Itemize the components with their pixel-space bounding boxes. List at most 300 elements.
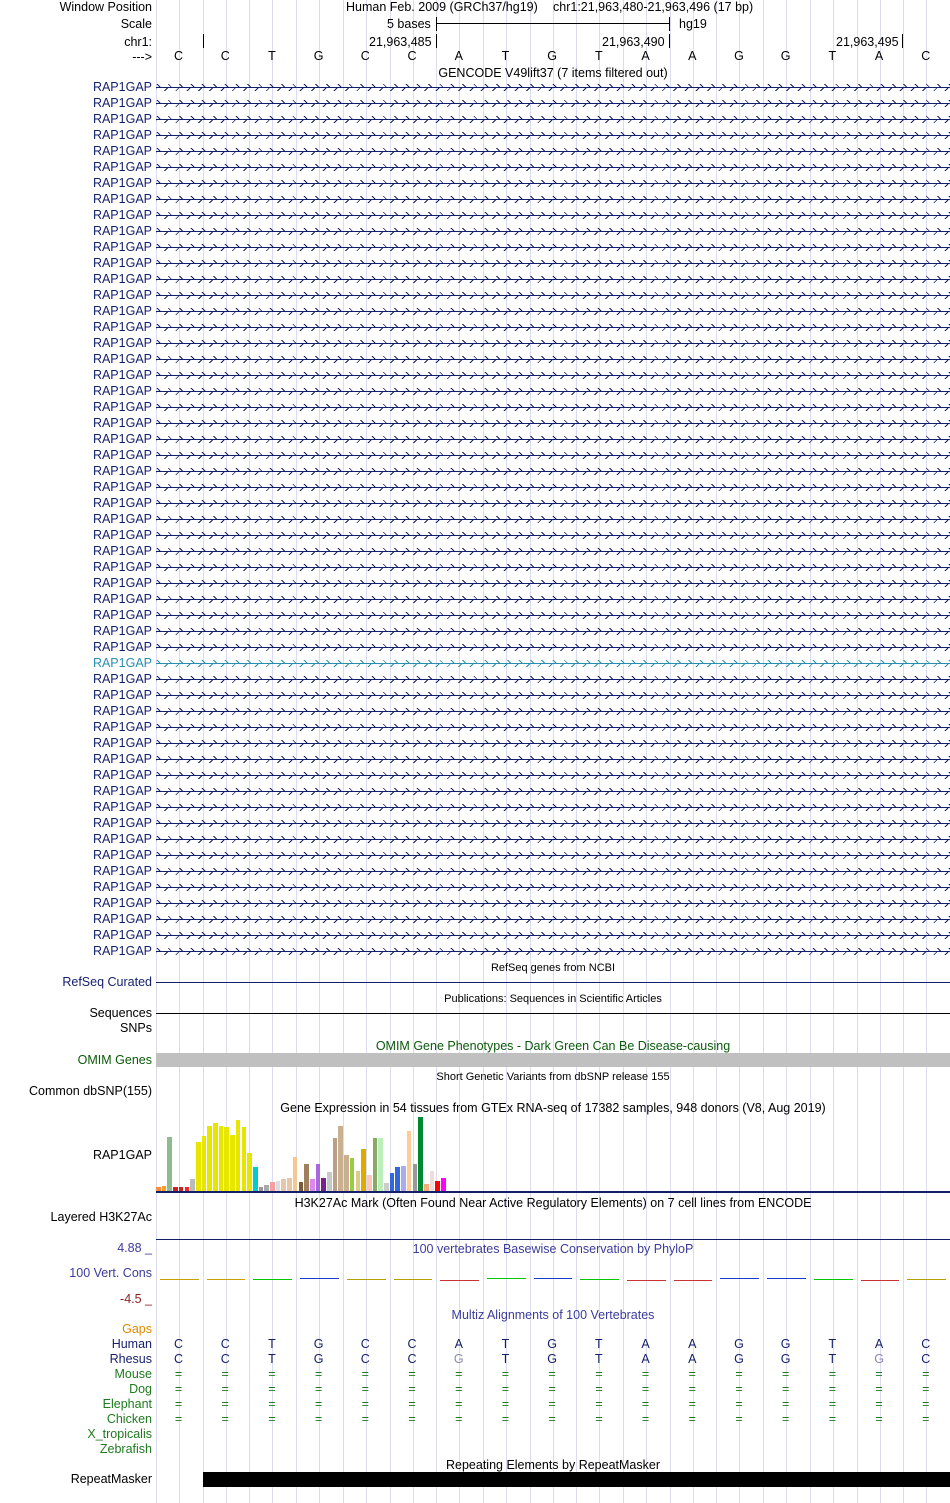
gencode-gene-label[interactable]: RAP1GAP <box>92 512 152 526</box>
gencode-gene-label[interactable]: RAP1GAP <box>92 768 152 782</box>
gencode-transcript-line[interactable] <box>156 820 950 827</box>
multiz-base: = <box>782 1412 790 1426</box>
gtex-tissue-bar[interactable] <box>407 1131 412 1191</box>
gencode-transcript-line[interactable] <box>156 372 950 379</box>
gencode-gene-label[interactable]: RAP1GAP <box>92 224 152 238</box>
gtex-tissue-bar[interactable] <box>395 1167 400 1191</box>
gencode-gene-label[interactable]: RAP1GAP <box>92 160 152 174</box>
cons-score-mark[interactable] <box>253 1279 292 1280</box>
gtex-tissue-bar[interactable] <box>207 1126 212 1191</box>
gtex-tissue-bar[interactable] <box>224 1127 229 1191</box>
multiz-base: = <box>595 1397 603 1411</box>
multiz-base: = <box>268 1382 276 1396</box>
gencode-gene-label[interactable]: RAP1GAP <box>92 912 152 926</box>
omim-feature[interactable] <box>156 1053 950 1067</box>
multiz-base: A <box>688 1337 697 1351</box>
multiz-base: = <box>408 1367 416 1381</box>
gtex-tissue-bar[interactable] <box>202 1136 207 1191</box>
multiz-gaps-label[interactable]: Gaps <box>122 1322 152 1336</box>
gtex-gene-label[interactable]: RAP1GAP <box>92 1148 152 1162</box>
base-letter: T <box>828 49 837 63</box>
gtex-tissue-bar[interactable] <box>344 1155 349 1191</box>
gencode-gene-label[interactable]: RAP1GAP <box>92 464 152 478</box>
multiz-base: = <box>641 1412 650 1426</box>
gencode-gene-label[interactable]: RAP1GAP <box>92 448 152 462</box>
h3k27ac-track-label[interactable]: Layered H3K27Ac <box>50 1210 152 1224</box>
multiz-base: C <box>921 1352 931 1366</box>
gencode-transcript-line[interactable] <box>156 628 950 635</box>
cons-score-mark[interactable] <box>300 1278 339 1280</box>
gtex-tissue-bar[interactable] <box>333 1138 338 1191</box>
gtex-tissue-bar[interactable] <box>293 1157 298 1191</box>
publications-track-title[interactable]: Publications: Sequences in Scientific Articles <box>444 993 662 1005</box>
multiz-base: = <box>501 1367 510 1381</box>
gencode-gene-label[interactable]: RAP1GAP <box>92 192 152 206</box>
gencode-gene-label[interactable]: RAP1GAP <box>92 528 152 542</box>
multiz-base: T <box>501 1352 510 1366</box>
gencode-gene-label[interactable]: RAP1GAP <box>92 560 152 574</box>
gencode-gene-label[interactable]: RAP1GAP <box>92 80 152 94</box>
gencode-transcript-line[interactable] <box>156 580 950 587</box>
gencode-transcript-line[interactable] <box>156 740 950 747</box>
base-letter: A <box>454 49 463 63</box>
gtex-bar-graph[interactable] <box>156 1116 950 1192</box>
multiz-base: = <box>455 1412 463 1426</box>
multiz-base: = <box>501 1412 510 1426</box>
multiz-base: = <box>782 1397 790 1411</box>
gencode-transcript-line[interactable] <box>156 644 950 651</box>
cons-score-mark[interactable] <box>534 1278 573 1280</box>
scale-bar <box>436 23 670 24</box>
multiz-base: = <box>268 1367 276 1381</box>
gencode-gene-label[interactable]: RAP1GAP <box>92 864 152 878</box>
gencode-gene-label[interactable]: RAP1GAP <box>92 736 152 750</box>
multiz-base: = <box>922 1367 930 1381</box>
gencode-transcript-line[interactable] <box>156 660 950 667</box>
multiz-base: = <box>735 1382 743 1396</box>
multiz-base: = <box>735 1397 743 1411</box>
gencode-gene-label[interactable]: RAP1GAP <box>92 656 152 670</box>
gencode-transcript-line[interactable] <box>156 916 950 923</box>
gtex-tissue-bar[interactable] <box>401 1166 406 1191</box>
gencode-gene-label[interactable]: RAP1GAP <box>92 672 152 686</box>
gtex-track-title[interactable]: Gene Expression in 54 tissues from GTEx RNA-seq of 17382 samples, 948 donors (V8, Aug 2019) <box>280 1101 826 1115</box>
multiz-base: C <box>407 1337 417 1351</box>
multiz-base: C <box>220 1352 230 1366</box>
coord-tick <box>436 34 437 48</box>
cons-score-mark[interactable] <box>861 1280 900 1281</box>
coord-label: 21,963,490 <box>602 35 665 49</box>
gencode-transcript-line[interactable] <box>156 804 950 811</box>
gencode-gene-label[interactable]: RAP1GAP <box>92 96 152 110</box>
multiz-base: = <box>221 1382 229 1396</box>
multiz-base: G <box>547 1337 557 1351</box>
multiz-base: = <box>595 1367 603 1381</box>
gencode-transcript-line[interactable] <box>156 676 950 683</box>
gencode-gene-label[interactable]: RAP1GAP <box>92 624 152 638</box>
cons-min-label: -4.5 _ <box>120 1292 152 1306</box>
gtex-tissue-bar[interactable] <box>384 1183 389 1191</box>
multiz-base: = <box>875 1412 883 1426</box>
multiz-base: = <box>548 1382 556 1396</box>
gtex-tissue-bar[interactable] <box>338 1126 343 1191</box>
gtex-tissue-bar[interactable] <box>281 1179 286 1191</box>
gencode-transcript-line[interactable] <box>156 164 950 171</box>
gencode-transcript-line[interactable] <box>156 420 950 427</box>
gencode-gene-label[interactable]: RAP1GAP <box>92 368 152 382</box>
gencode-gene-label[interactable]: RAP1GAP <box>92 928 152 942</box>
cons-score-mark[interactable] <box>207 1279 246 1280</box>
gtex-tissue-bar[interactable] <box>413 1164 418 1191</box>
gencode-transcript-line[interactable] <box>156 788 950 795</box>
gencode-transcript-line[interactable] <box>156 772 950 779</box>
base-letter: C <box>921 49 931 63</box>
gencode-gene-label[interactable]: RAP1GAP <box>92 608 152 622</box>
dbsnp-track-label[interactable]: Common dbSNP(155) <box>29 1084 152 1098</box>
gencode-transcript-line[interactable] <box>156 84 950 91</box>
multiz-base: = <box>408 1412 416 1426</box>
gtex-tissue-bar[interactable] <box>299 1182 304 1191</box>
gtex-tissue-bar[interactable] <box>196 1142 201 1191</box>
gencode-transcript-line[interactable] <box>156 244 950 251</box>
repeatmasker-feature[interactable] <box>203 1472 950 1487</box>
multiz-base: = <box>548 1412 556 1426</box>
multiz-base: T <box>268 1352 276 1366</box>
gencode-gene-label[interactable]: RAP1GAP <box>92 720 152 734</box>
multiz-base: = <box>688 1367 696 1381</box>
gencode-gene-label[interactable]: RAP1GAP <box>92 880 152 894</box>
gencode-transcript-line[interactable] <box>156 708 950 715</box>
gtex-tissue-bar[interactable] <box>430 1171 435 1191</box>
repeatmasker-track-title[interactable]: Repeating Elements by RepeatMasker <box>445 1458 660 1472</box>
multiz-base: = <box>641 1367 650 1381</box>
gtex-tissue-bar[interactable] <box>418 1117 423 1191</box>
cons-score-mark[interactable] <box>814 1279 853 1280</box>
cons-track-title[interactable]: 100 vertebrates Basewise Conservation by PhyloP <box>412 1242 694 1256</box>
gencode-transcript-line[interactable] <box>156 612 950 619</box>
base-letter: A <box>688 49 697 63</box>
gencode-gene-label[interactable]: RAP1GAP <box>92 704 152 718</box>
multiz-base: G <box>547 1352 557 1366</box>
gtex-tissue-bar[interactable] <box>304 1164 309 1191</box>
multiz-base: T <box>595 1337 603 1351</box>
gencode-transcript-line[interactable] <box>156 500 950 507</box>
cons-score-mark[interactable] <box>674 1280 713 1282</box>
gencode-transcript-line[interactable] <box>156 484 950 491</box>
gencode-gene-label[interactable]: RAP1GAP <box>92 288 152 302</box>
gtex-tissue-bar[interactable] <box>367 1175 372 1191</box>
cons-track-label[interactable]: 100 Vert. Cons <box>69 1266 152 1280</box>
gencode-gene-label[interactable]: RAP1GAP <box>92 128 152 142</box>
gencode-gene-label[interactable]: RAP1GAP <box>92 304 152 318</box>
omim-track-title[interactable]: OMIM Gene Phenotypes - Dark Green Can Be Disease-causing <box>375 1039 731 1053</box>
gtex-tissue-bar[interactable] <box>327 1172 332 1191</box>
gencode-gene-label[interactable]: RAP1GAP <box>92 336 152 350</box>
gencode-gene-label[interactable]: RAP1GAP <box>92 816 152 830</box>
base-letter: T <box>501 49 510 63</box>
multiz-base: = <box>828 1412 837 1426</box>
gencode-transcript-line[interactable] <box>156 260 950 267</box>
gtex-tissue-bar[interactable] <box>167 1137 172 1191</box>
gencode-gene-label[interactable]: RAP1GAP <box>92 480 152 494</box>
publications-track-label[interactable]: Sequences <box>89 1006 152 1020</box>
gencode-transcript-line[interactable] <box>156 404 950 411</box>
gtex-tissue-bar[interactable] <box>242 1127 247 1191</box>
dbsnp-track-title[interactable]: Short Genetic Variants from dbSNP release 155 <box>436 1071 670 1083</box>
multiz-base: = <box>548 1367 556 1381</box>
multiz-base: = <box>268 1397 276 1411</box>
gtex-tissue-bar[interactable] <box>213 1123 218 1191</box>
gencode-transcript-line[interactable] <box>156 868 950 875</box>
coord-tick <box>902 34 903 48</box>
gencode-transcript-line[interactable] <box>156 436 950 443</box>
gtex-tissue-bar[interactable] <box>361 1149 366 1191</box>
base-letter: A <box>641 49 650 63</box>
multiz-base: T <box>268 1337 276 1351</box>
cons-score-mark[interactable] <box>347 1279 386 1280</box>
position-readout[interactable]: chr1:21,963,480-21,963,496 (17 bp) <box>553 0 754 14</box>
gencode-gene-label[interactable]: RAP1GAP <box>92 832 152 846</box>
gencode-transcript-line[interactable] <box>156 340 950 347</box>
gencode-gene-label[interactable]: RAP1GAP <box>92 176 152 190</box>
multiz-base: G <box>780 1352 791 1366</box>
gencode-gene-label[interactable]: RAP1GAP <box>92 384 152 398</box>
base-letter: T <box>595 49 603 63</box>
multiz-species-label[interactable]: Dog <box>129 1382 152 1396</box>
multiz-base: C <box>360 1337 370 1351</box>
multiz-base: G <box>313 1352 324 1366</box>
base-letter: G <box>313 49 324 63</box>
gencode-gene-label[interactable]: RAP1GAP <box>92 240 152 254</box>
multiz-base: = <box>782 1367 790 1381</box>
gencode-transcript-line[interactable] <box>156 212 950 219</box>
gencode-gene-label[interactable]: RAP1GAP <box>92 416 152 430</box>
gencode-transcript-line[interactable] <box>156 452 950 459</box>
gencode-gene-label[interactable]: RAP1GAP <box>92 784 152 798</box>
gencode-transcript-line[interactable] <box>156 132 950 139</box>
gencode-gene-label[interactable]: RAP1GAP <box>92 576 152 590</box>
gtex-tissue-bar[interactable] <box>441 1178 446 1191</box>
gencode-transcript-line[interactable] <box>156 324 950 331</box>
multiz-base: T <box>595 1352 603 1366</box>
gtex-tissue-bar[interactable] <box>287 1178 292 1191</box>
multiz-base: A <box>641 1337 650 1351</box>
gtex-tissue-bar[interactable] <box>270 1182 275 1191</box>
publications-feature-line[interactable] <box>156 1013 950 1014</box>
gencode-gene-label[interactable]: RAP1GAP <box>92 944 152 958</box>
multiz-base: = <box>314 1412 323 1426</box>
cons-score-mark[interactable] <box>487 1278 526 1280</box>
scale-label: Scale <box>120 17 152 31</box>
gencode-transcript-line[interactable] <box>156 884 950 891</box>
multiz-base: G <box>453 1352 464 1366</box>
gencode-transcript-line[interactable] <box>156 148 950 155</box>
multiz-base: = <box>221 1397 229 1411</box>
gencode-gene-label[interactable]: RAP1GAP <box>92 848 152 862</box>
gtex-tissue-bar[interactable] <box>276 1181 281 1191</box>
multiz-base: A <box>641 1352 650 1366</box>
repeatmasker-track-label[interactable]: RepeatMasker <box>70 1472 152 1486</box>
gencode-gene-label[interactable]: RAP1GAP <box>92 688 152 702</box>
refseq-feature-line[interactable] <box>156 982 950 983</box>
multiz-species-label[interactable]: Rhesus <box>109 1352 152 1366</box>
gencode-transcript-line[interactable] <box>156 852 950 859</box>
cons-score-mark[interactable] <box>720 1278 759 1280</box>
multiz-base: = <box>828 1367 837 1381</box>
cons-wiggle[interactable] <box>156 1250 950 1310</box>
multiz-base: A <box>874 1337 884 1351</box>
multiz-base: = <box>688 1397 696 1411</box>
gencode-gene-label[interactable]: RAP1GAP <box>92 496 152 510</box>
cons-score-mark[interactable] <box>627 1280 666 1282</box>
gtex-tissue-bar[interactable] <box>310 1179 315 1191</box>
gtex-tissue-bar[interactable] <box>356 1171 361 1191</box>
multiz-base: = <box>455 1382 463 1396</box>
scale-bar-right <box>669 17 670 31</box>
gencode-gene-label[interactable]: RAP1GAP <box>92 208 152 222</box>
multiz-base: T <box>828 1352 837 1366</box>
h3k27ac-baseline <box>156 1239 950 1240</box>
gencode-transcript-line[interactable] <box>156 564 950 571</box>
gtex-tissue-bar[interactable] <box>435 1181 440 1191</box>
gencode-gene-label[interactable]: RAP1GAP <box>92 112 152 126</box>
multiz-species-label[interactable]: Human <box>111 1337 152 1351</box>
cons-score-mark[interactable] <box>160 1279 199 1280</box>
gencode-transcript-line[interactable] <box>156 276 950 283</box>
multiz-base: = <box>828 1382 837 1396</box>
gencode-gene-label[interactable]: RAP1GAP <box>92 896 152 910</box>
multiz-base: C <box>173 1352 184 1366</box>
multiz-base: = <box>455 1397 463 1411</box>
gencode-transcript-line[interactable] <box>156 836 950 843</box>
multiz-base: = <box>268 1412 276 1426</box>
gencode-transcript-line[interactable] <box>156 196 950 203</box>
multiz-base: = <box>641 1382 650 1396</box>
gencode-transcript-line[interactable] <box>156 100 950 107</box>
gencode-transcript-line[interactable] <box>156 292 950 299</box>
strand-label: ---> <box>132 50 152 64</box>
gtex-tissue-bar[interactable] <box>373 1138 378 1191</box>
publications-track-label-2[interactable]: SNPs <box>120 1021 152 1035</box>
multiz-species-label[interactable]: Mouse <box>114 1367 152 1381</box>
gtex-tissue-bar[interactable] <box>247 1153 252 1191</box>
multiz-base: T <box>501 1337 510 1351</box>
gencode-transcript-line[interactable] <box>156 308 950 315</box>
gencode-gene-label[interactable]: RAP1GAP <box>92 752 152 766</box>
gencode-gene-label[interactable]: RAP1GAP <box>92 272 152 286</box>
gtex-tissue-bar[interactable] <box>378 1138 383 1191</box>
multiz-base: = <box>314 1382 323 1396</box>
gencode-track-title[interactable]: GENCODE V49lift37 (7 items filtered out) <box>438 66 668 80</box>
multiz-species-label[interactable]: Zebrafish <box>99 1442 152 1456</box>
gencode-transcript-line[interactable] <box>156 900 950 907</box>
gencode-gene-label[interactable]: RAP1GAP <box>92 800 152 814</box>
cons-score-mark[interactable] <box>394 1279 433 1280</box>
multiz-species-label[interactable]: X_tropicalis <box>87 1427 152 1441</box>
multiz-base: = <box>782 1382 790 1396</box>
gtex-tissue-bar[interactable] <box>424 1184 429 1191</box>
gencode-transcript-line[interactable] <box>156 692 950 699</box>
multiz-base: = <box>174 1367 183 1381</box>
cons-score-mark[interactable] <box>907 1279 946 1280</box>
multiz-track-title[interactable]: Multiz Alignments of 100 Vertebrates <box>451 1308 655 1322</box>
gtex-tissue-bar[interactable] <box>253 1167 258 1191</box>
refseq-track-title[interactable]: RefSeq genes from NCBI <box>490 962 616 974</box>
base-letter: C <box>173 49 184 63</box>
gencode-transcript-line[interactable] <box>156 724 950 731</box>
gencode-transcript-line[interactable] <box>156 228 950 235</box>
gencode-transcript-line[interactable] <box>156 116 950 123</box>
multiz-base: = <box>408 1397 416 1411</box>
multiz-base: A <box>454 1337 463 1351</box>
gencode-transcript-line[interactable] <box>156 356 950 363</box>
multiz-species-label[interactable]: Chicken <box>106 1412 152 1426</box>
scale-bar-left <box>436 17 437 31</box>
gtex-tissue-bar[interactable] <box>350 1158 355 1191</box>
gtex-tissue-bar[interactable] <box>236 1120 241 1191</box>
gencode-transcript-line[interactable] <box>156 468 950 475</box>
multiz-base: = <box>828 1397 837 1411</box>
gencode-transcript-line[interactable] <box>156 532 950 539</box>
refseq-track-label[interactable]: RefSeq Curated <box>62 975 152 989</box>
gtex-tissue-bar[interactable] <box>390 1173 395 1191</box>
scale-db: hg19 <box>679 17 707 31</box>
gtex-tissue-bar[interactable] <box>230 1135 235 1191</box>
gencode-transcript-line[interactable] <box>156 180 950 187</box>
cons-max-label: 4.88 _ <box>117 1241 152 1255</box>
cons-score-mark[interactable] <box>440 1280 479 1281</box>
multiz-species-label[interactable]: Elephant <box>102 1397 152 1411</box>
multiz-base: = <box>221 1412 229 1426</box>
gtex-tissue-bar[interactable] <box>316 1164 321 1191</box>
multiz-base: = <box>361 1382 369 1396</box>
multiz-base: = <box>221 1367 229 1381</box>
gencode-transcript-line[interactable] <box>156 756 950 763</box>
base-letter: A <box>874 49 884 63</box>
omim-track-label[interactable]: OMIM Genes <box>77 1053 152 1067</box>
gencode-transcript-line[interactable] <box>156 596 950 603</box>
cons-score-mark[interactable] <box>580 1279 619 1280</box>
gencode-transcript-line[interactable] <box>156 388 950 395</box>
base-letter: C <box>360 49 370 63</box>
cons-score-mark[interactable] <box>767 1278 806 1280</box>
multiz-base: = <box>922 1412 930 1426</box>
gencode-transcript-line[interactable] <box>156 516 950 523</box>
gencode-gene-label[interactable]: RAP1GAP <box>92 320 152 334</box>
gtex-tissue-bar[interactable] <box>321 1178 326 1191</box>
gencode-gene-label[interactable]: RAP1GAP <box>92 640 152 654</box>
multiz-base: = <box>688 1382 696 1396</box>
multiz-base: = <box>314 1397 323 1411</box>
gencode-gene-label[interactable]: RAP1GAP <box>92 256 152 270</box>
multiz-base: = <box>875 1382 883 1396</box>
gencode-gene-label[interactable]: RAP1GAP <box>92 432 152 446</box>
gencode-gene-label[interactable]: RAP1GAP <box>92 144 152 158</box>
window-position-label: Window Position <box>59 0 152 14</box>
gencode-transcript-line[interactable] <box>156 548 950 555</box>
multiz-base: = <box>595 1412 603 1426</box>
h3k27ac-track-title[interactable]: H3K27Ac Mark (Often Found Near Active Regulatory Elements) on 7 cell lines from ENCODE <box>294 1196 812 1210</box>
gencode-gene-label[interactable]: RAP1GAP <box>92 592 152 606</box>
gencode-gene-label[interactable]: RAP1GAP <box>92 544 152 558</box>
gencode-transcript-line[interactable] <box>156 932 950 939</box>
gencode-transcript-line[interactable] <box>156 948 950 955</box>
gtex-tissue-bar[interactable] <box>219 1126 224 1191</box>
gtex-tissue-bar[interactable] <box>190 1179 195 1191</box>
gencode-gene-label[interactable]: RAP1GAP <box>92 352 152 366</box>
multiz-base: C <box>921 1337 931 1351</box>
gencode-gene-label[interactable]: RAP1GAP <box>92 400 152 414</box>
